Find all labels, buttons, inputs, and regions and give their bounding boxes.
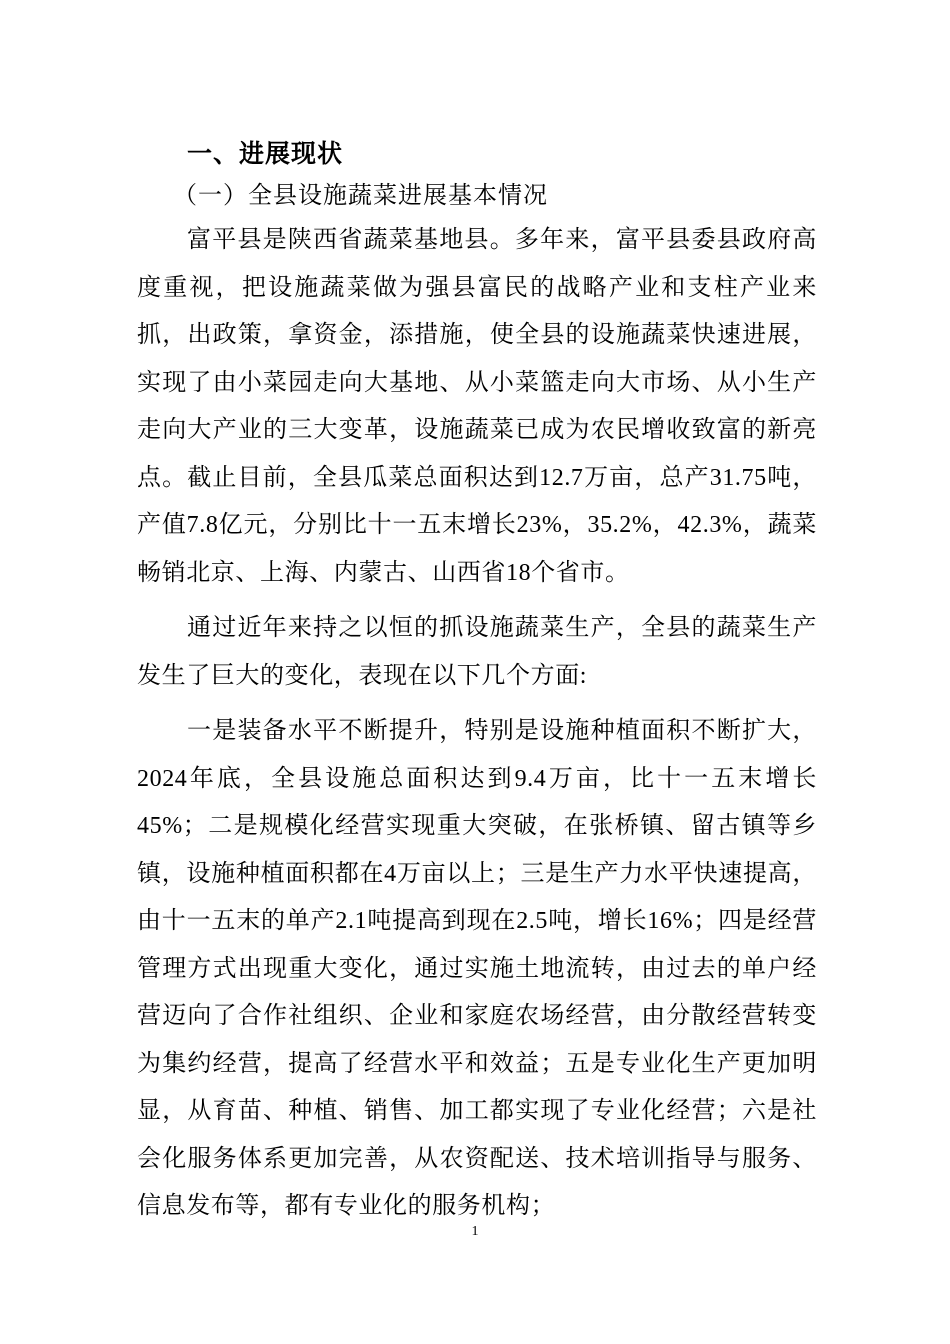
page-number: 1	[471, 1224, 479, 1239]
subsection-heading: （一）全县设施蔬菜进展基本情况	[173, 183, 548, 209]
document-body	[137, 133, 817, 1231]
paragraph-changes-intro: 通过近年来持之以恒的抓设施蔬菜生产，全县的蔬菜生产发生了巨大的变化，表现在以下几个方面:	[137, 615, 817, 689]
paragraph-changes-list: 一是装备水平不断提升，特别是设施种植面积不断扩大，2024年底，全县设施总面积达到9.4万亩，比十一五末增长45%；二是规模化经营实现重大突破，在张桥镇、留古镇等乡镇，设施种植面积都在4万亩以上；三是生产力水平快速提高，由十一五末的单产2.1吨提高到现在2.5吨，增长16%；四是经营管理方式出现重大变化，通过实施土地流转，由过去的单户经营迈向了合作社组织、企业和家庭农场经营，由分散经营转变为集约经营，提高了经营水平和效益；五是专业化生产更加明显，从育苗、种植、销售、加工都实现了专业化经营；六是社会化服务体系更加完善，从农资配送、技术培训指导与服务、信息发布等，都有专业化的服务机构；	[137, 718, 817, 1219]
paragraph-overview: 富平县是陕西省蔬菜基地县。多年来，富平县委县政府高度重视，把设施蔬菜做为强县富民的战略产业和支柱产业来抓，出政策，拿资金，添措施，使全县的设施蔬菜快速进展，实现了由小菜园走向大基地、从小菜篮走向大市场、从小生产走向大产业的三大变革，设施蔬菜已成为农民增收致富的新亮点。截止目前，全县瓜菜总面积达到12.7万亩，总产31.75吨，产值7.8亿元，分别比十一五末增长23%，35.2%，42.3%，蔬菜畅销北京、上海、内蒙古、山西省18个省市。	[137, 227, 817, 586]
section-heading: 一、进展现状	[187, 140, 344, 168]
